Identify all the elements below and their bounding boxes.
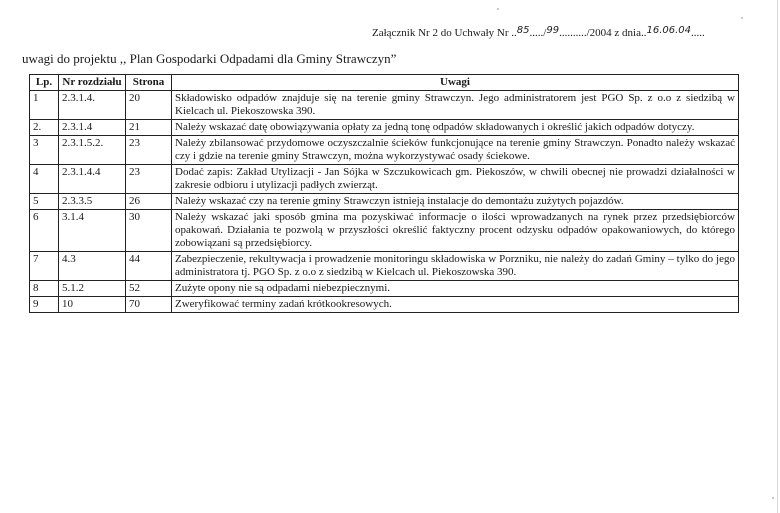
cell-page: 44 bbox=[126, 252, 172, 281]
column-header-chapter: Nr rozdziału bbox=[59, 75, 126, 91]
cell-comment: Należy wskazać datę obowiązywania opłaty za jedną tonę odpadów składowanych i określić jakich odpadów dotyczy. bbox=[172, 120, 739, 136]
cell-page: 23 bbox=[126, 136, 172, 165]
cell-comment: Należy wskazać jaki sposób gmina ma pozyskiwać informacje o ilości wprowadzanych na rynek przez przedsiębiorców opakowań. Działania te pozwolą w przyszłości określić faktyczny procent odzysku odpadów opakowaniowych, do którego zobowiązani są przedsiębiorcy. bbox=[172, 210, 739, 252]
resolution-number-part2: 99 bbox=[546, 25, 560, 36]
cell-page: 26 bbox=[126, 194, 172, 210]
cell-comment: Zweryfikować terminy zadań krótkookresowych. bbox=[172, 297, 739, 313]
cell-lp: 8 bbox=[30, 281, 59, 297]
document-title: uwagi do projektu ,, Plan Gospodarki Odpadami dla Gminy Strawczyn” bbox=[22, 51, 397, 66]
cell-lp: 6 bbox=[30, 210, 59, 252]
cell-lp: 1 bbox=[30, 91, 59, 120]
cell-comment: Dodać zapis: Zakład Utylizacji - Jan Sójka w Szczukowicach gm. Piekoszów, w chwili obecnej nie prowadzi działalności w zakresie odbioru i utylizacji padłych zwierząt. bbox=[172, 165, 739, 194]
comments-table bbox=[29, 74, 739, 313]
cell-lp: 5 bbox=[30, 194, 59, 210]
cell-chapter: 3.1.4 bbox=[59, 210, 126, 252]
annex-date: 16.06.04 bbox=[646, 25, 691, 36]
scan-speck bbox=[497, 8, 499, 10]
cell-lp: 4 bbox=[30, 165, 59, 194]
column-header-page: Strona bbox=[126, 75, 172, 91]
table-row bbox=[30, 91, 739, 120]
cell-lp: 9 bbox=[30, 297, 59, 313]
cell-comment: Składowisko odpadów znajduje się na terenie gminy Strawczyn. Jego administratorem jest PGO Sp. z o.o z siedzibą w Kielcach ul. Piekoszowska 390. bbox=[172, 91, 739, 120]
table-row bbox=[30, 165, 739, 194]
cell-page: 30 bbox=[126, 210, 172, 252]
cell-page: 20 bbox=[126, 91, 172, 120]
cell-lp: 7 bbox=[30, 252, 59, 281]
scan-edge bbox=[777, 0, 778, 513]
resolution-number-part1: 85 bbox=[516, 25, 530, 36]
cell-page: 70 bbox=[126, 297, 172, 313]
cell-page: 52 bbox=[126, 281, 172, 297]
cell-chapter: 10 bbox=[59, 297, 126, 313]
cell-comment: Zużyte opony nie są odpadami niebezpiecznymi. bbox=[172, 281, 739, 297]
cell-chapter: 2.3.1.4. bbox=[59, 91, 126, 120]
cell-chapter: 2.3.1.4 bbox=[59, 120, 126, 136]
cell-lp: 3 bbox=[30, 136, 59, 165]
column-header-lp: Lp. bbox=[30, 75, 59, 91]
cell-chapter: 5.1.2 bbox=[59, 281, 126, 297]
table-row bbox=[30, 210, 739, 252]
table-row bbox=[30, 136, 739, 165]
table-header-row bbox=[30, 75, 739, 91]
cell-comment: Należy wskazać czy na terenie gminy Strawczyn istnieją instalacje do demontażu zużytych pojazdów. bbox=[172, 194, 739, 210]
column-header-comments: Uwagi bbox=[172, 75, 739, 91]
cell-comment: Zabezpieczenie, rekultywacja i prowadzenie monitoringu składowiska w Porzniku, nie należy do zadań Gminy – tylko do jego administratora tj. PGO Sp. z o.o z siedzibą w Kielcach ul. Piekoszowska 390. bbox=[172, 252, 739, 281]
annex-prefix: Załącznik Nr 2 do Uchwały Nr bbox=[372, 27, 509, 39]
scan-speck bbox=[772, 497, 774, 499]
cell-lp: 2. bbox=[30, 120, 59, 136]
table-row bbox=[30, 297, 739, 313]
annex-header: Załącznik Nr 2 do Uchwały Nr ..85...../99........../2004 z dnia..16.06.04..... bbox=[372, 25, 705, 39]
cell-comment: Należy zbilansować przydomowe oczyszczalnie ścieków funkcjonujące na terenie gminy Strawczyn. Ponadto należy wskazać czy i gdzie na terenie gminy Strawczyn, można wykorzystywać osady ściekowe. bbox=[172, 136, 739, 165]
cell-page: 23 bbox=[126, 165, 172, 194]
cell-chapter: 4.3 bbox=[59, 252, 126, 281]
annex-year: /2004 z dnia bbox=[586, 27, 641, 39]
scan-speck bbox=[741, 17, 743, 19]
cell-chapter: 2.3.3.5 bbox=[59, 194, 126, 210]
table-row bbox=[30, 120, 739, 136]
cell-chapter: 2.3.1.4.4 bbox=[59, 165, 126, 194]
cell-page: 21 bbox=[126, 120, 172, 136]
table-row bbox=[30, 194, 739, 210]
table-row bbox=[30, 281, 739, 297]
cell-chapter: 2.3.1.5.2. bbox=[59, 136, 126, 165]
table-row bbox=[30, 252, 739, 281]
